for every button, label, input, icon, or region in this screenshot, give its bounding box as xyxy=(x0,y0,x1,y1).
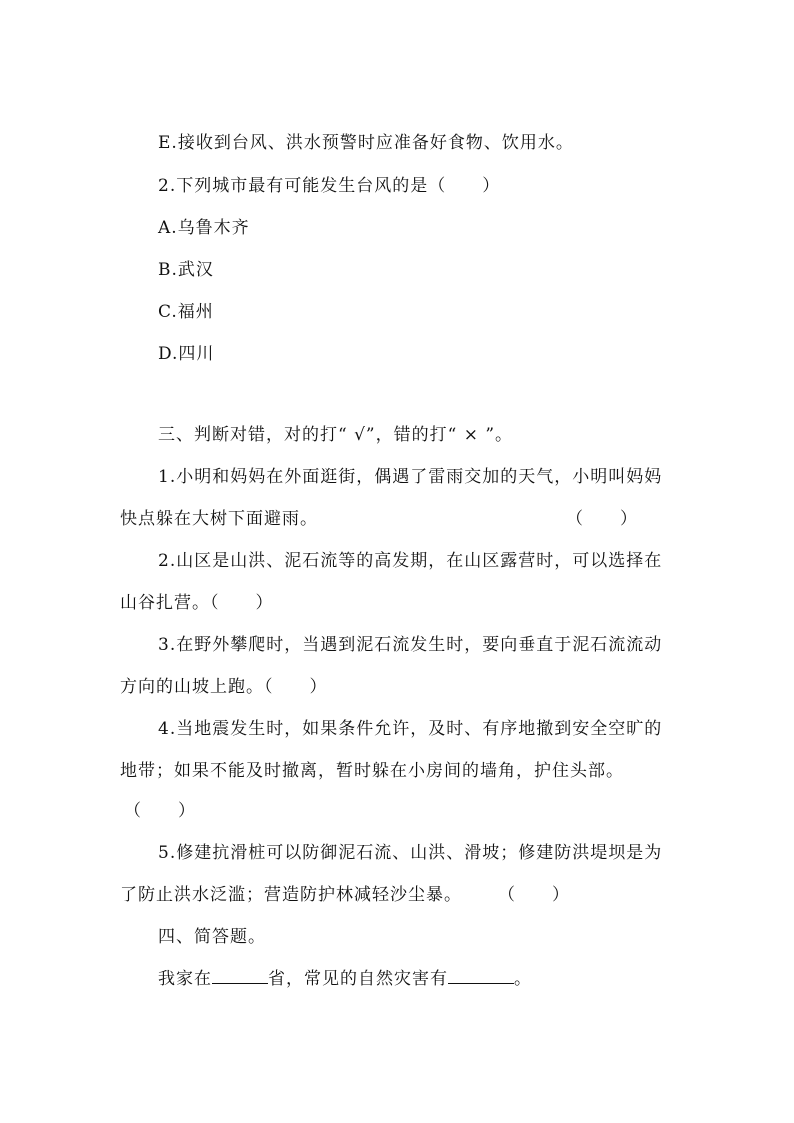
option-d: D.四川 xyxy=(158,344,215,364)
section-3-heading: 三、判断对错，对的打“ √”，错的打“ × ”。 xyxy=(158,425,514,445)
province-blank[interactable] xyxy=(212,982,268,984)
judge-1-answer-paren[interactable]: （ ） xyxy=(566,509,638,529)
judge-2-line-1: 2.山区是山洪、泥石流等的高发期，在山区露营时，可以选择在 xyxy=(158,551,663,571)
judge-4-line-1: 4.当地震发生时，如果条件允许，及时、有序地撤到安全空旷的 xyxy=(158,719,663,739)
section-4-heading: 四、简答题。 xyxy=(158,927,266,947)
judge-5-answer-paren[interactable]: （ ） xyxy=(498,885,570,905)
option-a: A.乌鲁木齐 xyxy=(158,218,250,238)
prompt-text-3: 。 xyxy=(514,969,532,989)
judge-5-line-2: 了防止洪水泛滥；营造防护林减轻沙尘暴。 xyxy=(120,885,462,905)
judge-2-line-2: 山谷扎营。（ ） xyxy=(120,593,274,613)
judge-4-line-2: 地带；如果不能及时撤离，暂时躲在小房间的墙角，护住头部。 xyxy=(120,761,624,781)
judge-3-line-2: 方向的山坡上跑。（ ） xyxy=(120,677,328,697)
short-answer-prompt xyxy=(158,964,532,989)
judge-1-line-2: 快点躲在大树下面避雨。 xyxy=(120,509,318,529)
option-b: B.武汉 xyxy=(158,260,214,280)
judge-1-line-1: 1.小明和妈妈在外面逛街，偶遇了雷雨交加的天气，小明叫妈妈 xyxy=(158,467,663,487)
judge-5-line-1: 5.修建抗滑桩可以防御泥石流、山洪、滑坡；修建防洪堤坝是为 xyxy=(158,843,663,863)
prompt-text-2: 省，常见的自然灾害有 xyxy=(268,969,448,989)
question-2-stem: 2.下列城市最有可能发生台风的是（ ） xyxy=(158,176,501,196)
prompt-text-1: 我家在 xyxy=(158,969,212,989)
option-c: C.福州 xyxy=(158,302,214,322)
judge-3-line-1: 3.在野外攀爬时，当遇到泥石流发生时，要向垂直于泥石流流动 xyxy=(158,635,663,655)
judge-4-answer-paren[interactable]: （ ） xyxy=(124,801,196,821)
disasters-blank[interactable] xyxy=(448,982,514,984)
option-e: E.接收到台风、洪水预警时应准备好食物、饮用水。 xyxy=(158,133,574,153)
